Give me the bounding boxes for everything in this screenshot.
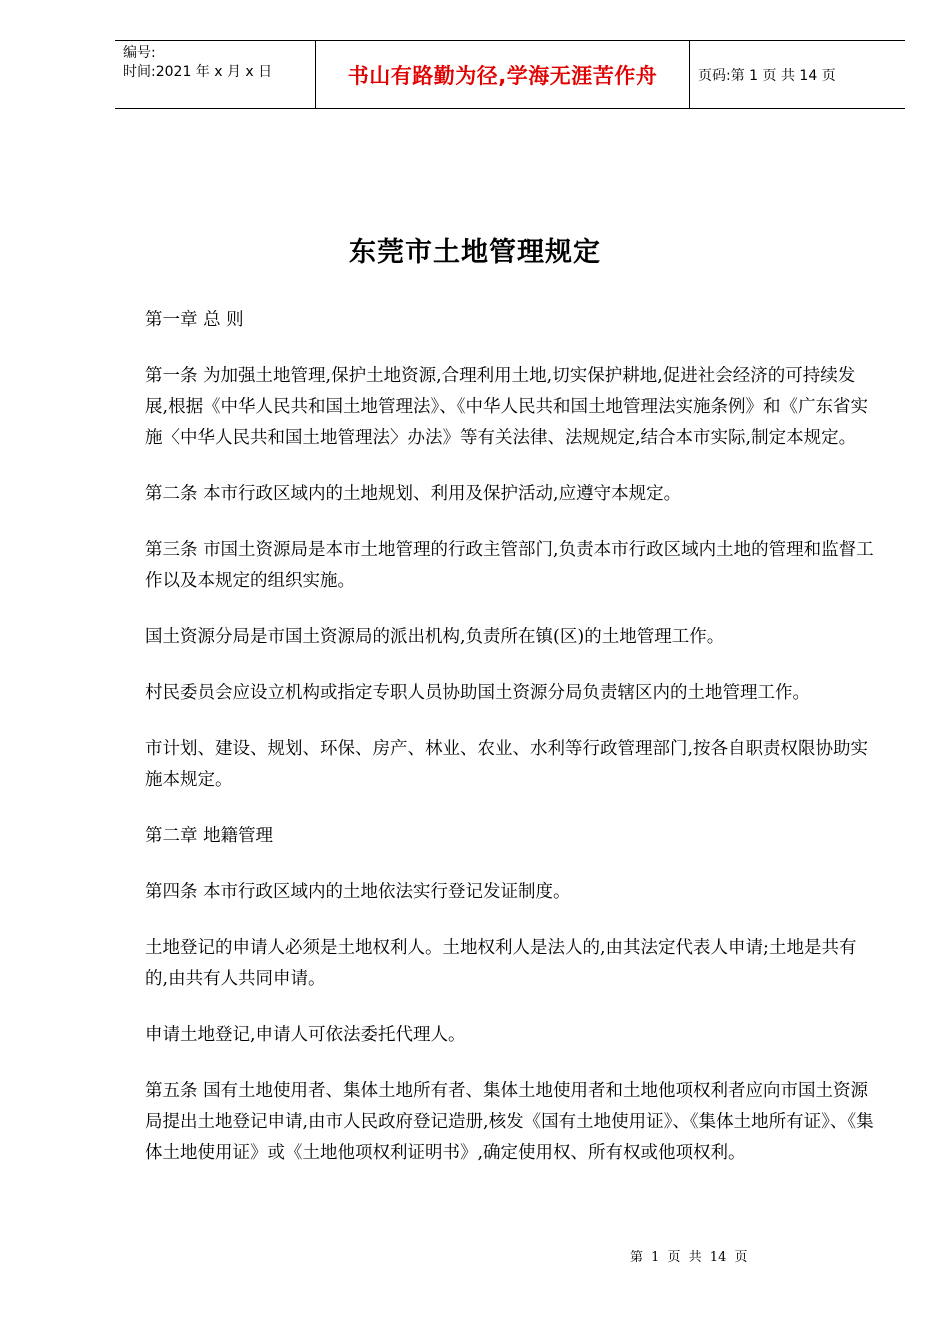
article-paragraph: 第五条 国有土地使用者、集体土地所有者、集体土地使用者和土地他项权利者应向市国土资源局提出土地登记申请,由市人民政府登记造册,核发《国有土地使用证》、《集体土地所有证》、《集体土地使用证》或《土地他项权利证明书》,确定使用权、所有权或他项权利。 xyxy=(145,1081,874,1163)
article-paragraph: 国土资源分局是市国土资源局的派出机构,负责所在镇(区)的土地管理工作。 xyxy=(145,627,725,647)
document-time-label: 时间:2021 年 x 月 x 日 xyxy=(123,64,273,80)
article-paragraph: 第四条 本市行政区域内的土地依法实行登记发证制度。 xyxy=(145,882,571,902)
chapter-heading: 第二章 地籍管理 xyxy=(145,826,274,846)
header-motto: 书山有路勤为径,学海无涯苦作舟 xyxy=(316,41,690,108)
document-title: 东莞市土地管理规定 xyxy=(349,237,601,268)
article-paragraph: 村民委员会应设立机构或指定专职人员协助国土资源分局负责辖区内的土地管理工作。 xyxy=(145,683,810,703)
article-paragraph: 土地登记的申请人必须是土地权利人。土地权利人是法人的,由其法定代表人申请;土地是共有的,由共有人共同申请。 xyxy=(145,938,857,989)
header-meta xyxy=(115,41,316,108)
document-number-label: 编号: xyxy=(123,45,156,61)
article-paragraph: 第一条 为加强土地管理,保护土地资源,合理利用土地,切实保护耕地,促进社会经济的可持续发展,根据《中华人民共和国土地管理法》、《中华人民共和国土地管理法实施条例》和《广东省实施〈中华人民共和国土地管理法〉办法》等有关法律、法规规定,结合本市实际,制定本规定。 xyxy=(145,366,869,448)
article-paragraph: 市计划、建设、规划、环保、房产、林业、农业、水利等行政管理部门,按各自职责权限协助实施本规定。 xyxy=(145,739,869,790)
document-body xyxy=(145,305,875,1194)
header-page-info: 页码:第 1 页 共 14 页 xyxy=(698,67,836,84)
article-paragraph: 申请土地登记,申请人可依法委托代理人。 xyxy=(145,1025,466,1045)
article-paragraph: 第二条 本市行政区域内的土地规划、利用及保护活动,应遵守本规定。 xyxy=(145,484,682,504)
article-paragraph: 第三条 市国土资源局是本市土地管理的行政主管部门,负责本市行政区域内土地的管理和监督工作以及本规定的组织实施。 xyxy=(145,540,874,591)
page-header xyxy=(115,40,905,109)
page-footer: 第 1 页 共 14 页 xyxy=(630,1250,748,1265)
chapter-heading: 第一章 总 则 xyxy=(145,310,244,330)
